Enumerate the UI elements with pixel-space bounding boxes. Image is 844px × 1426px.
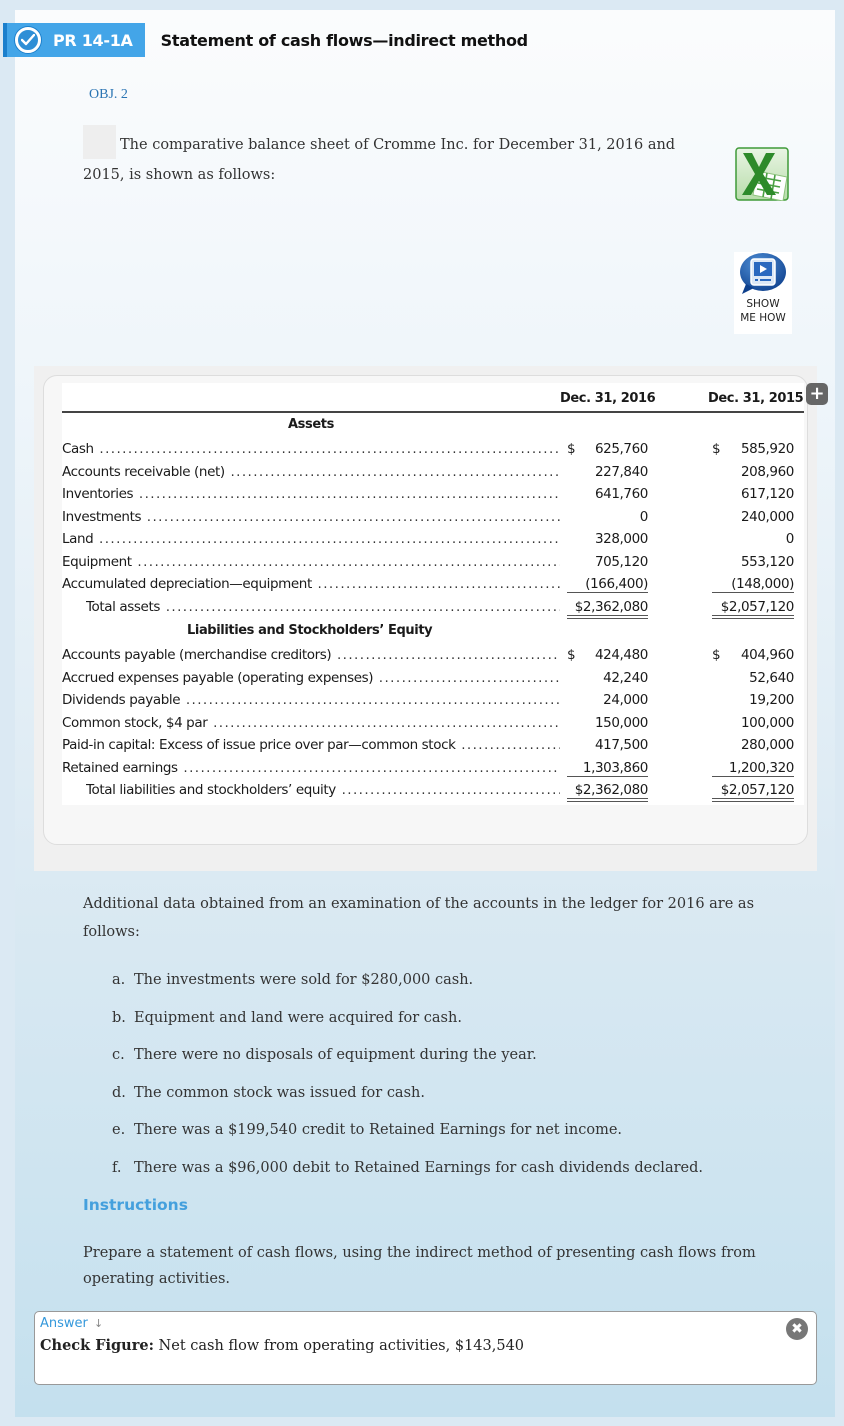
value-2016: $2,362,080 xyxy=(567,599,648,619)
check-figure xyxy=(40,1337,524,1354)
problem-title: Statement of cash flows—indirect method xyxy=(160,30,528,50)
check-figure-text: Net cash flow from operating activities, $143,540 xyxy=(153,1338,525,1354)
value-2016: $ 424,480 xyxy=(567,647,648,663)
arrow-down-icon: ↓ xyxy=(94,1317,104,1330)
row-label: Accounts receivable (net) ..... xyxy=(62,464,560,480)
check-circle-icon xyxy=(15,27,41,53)
table-row xyxy=(62,670,804,692)
header-rule xyxy=(62,411,804,413)
show-me-how-button[interactable] xyxy=(734,252,792,334)
table-row xyxy=(62,554,804,576)
row-label: Dividends payable ..... xyxy=(62,692,560,708)
value-2015: $2,057,120 xyxy=(712,599,794,619)
intro-text: The comparative balance sheet of Cromme Inc. for December 31, 2016 and 2015, is shown as follows: xyxy=(83,137,676,183)
list-item: d. The common stock was issued for cash. xyxy=(112,1084,425,1101)
value-2016: 1,303,860 xyxy=(567,760,648,777)
table-row xyxy=(62,486,804,508)
table-row xyxy=(62,692,804,714)
column-header-2016: Dec. 31, 2016 xyxy=(560,391,656,406)
value-2015: 52,640 xyxy=(749,669,794,686)
value-2016: 328,000 xyxy=(594,531,648,547)
row-label: Common stock, $4 par ..... xyxy=(62,715,560,731)
value-2015: 208,960 xyxy=(740,463,794,480)
table-row xyxy=(62,509,804,531)
list-item: e. There was a $199,540 credit to Retained Earnings for net income. xyxy=(112,1122,623,1139)
value-2016: 24,000 xyxy=(603,692,648,708)
total-liabilities-row xyxy=(62,782,804,804)
value-2015: $ 585,920 xyxy=(712,441,794,457)
value-2015: 617,120 xyxy=(740,486,794,502)
row-label: Retained earnings ..... xyxy=(62,760,560,776)
value-2016: $ 625,760 xyxy=(567,441,648,457)
row-label: Paid-in capital: Excess of issue price over par—common stock ..... xyxy=(62,737,560,753)
list-item: c. There were no disposals of equipment during the year. xyxy=(112,1047,537,1064)
table-row xyxy=(62,737,804,759)
list-item: b. Equipment and land were acquired for cash. xyxy=(112,1009,462,1026)
assets-heading: Assets xyxy=(288,417,334,432)
value-2016: 705,120 xyxy=(594,553,648,570)
list-item: a. The investments were sold for $280,000 cash. xyxy=(112,972,474,988)
placeholder-image xyxy=(83,125,116,159)
value-2015: 240,000 xyxy=(740,508,794,525)
value-2015: (148,000) xyxy=(712,576,794,593)
value-2015: 1,200,320 xyxy=(712,760,794,777)
column-header-2015: Dec. 31, 2015 xyxy=(708,391,804,406)
table-row xyxy=(62,715,804,737)
row-label: Accounts payable (merchandise creditors) ..... xyxy=(62,647,560,663)
total-assets-row xyxy=(62,599,804,621)
value-2015: 280,000 xyxy=(740,737,794,753)
answer-box xyxy=(34,1311,817,1385)
value-2016: $2,362,080 xyxy=(567,782,648,802)
table-row xyxy=(62,647,804,669)
value-2016: 150,000 xyxy=(594,714,648,731)
table-row xyxy=(62,576,804,598)
row-label: Total assets ..... xyxy=(86,599,560,615)
instructions-text: Prepare a statement of cash flows, using the indirect method of presenting cash flows from operating activities. xyxy=(83,1245,756,1287)
additional-data-intro: Additional data obtained from an examination of the accounts in the ledger for 2016 are as follows: xyxy=(83,896,755,940)
value-2016: 417,500 xyxy=(594,737,648,753)
table-row xyxy=(62,760,804,782)
balance-sheet-table xyxy=(62,383,804,805)
row-label: Inventories ..... xyxy=(62,486,560,502)
value-2015: $2,057,120 xyxy=(712,782,794,802)
value-2016: 227,840 xyxy=(594,463,648,480)
table-row xyxy=(62,531,804,553)
problem-id: PR 14-1A xyxy=(53,30,133,50)
answer-toggle[interactable] xyxy=(40,1316,103,1331)
liabilities-heading: Liabilities and Stockholders’ Equity xyxy=(187,623,433,638)
table-row xyxy=(62,464,804,486)
problem-header xyxy=(3,23,528,57)
excel-spreadsheet-icon[interactable] xyxy=(735,147,789,201)
value-2016: 42,240 xyxy=(603,669,648,686)
row-label: Investments ..... xyxy=(62,509,560,525)
row-label: Total liabilities and stockholders’ equity ..... xyxy=(86,782,560,798)
value-2016: (166,400) xyxy=(567,576,648,593)
value-2015: $ 404,960 xyxy=(712,647,794,663)
row-label: Land ..... xyxy=(62,531,560,547)
row-label: Equipment ..... xyxy=(62,554,560,570)
intro-paragraph xyxy=(83,130,693,190)
instructions-heading: Instructions xyxy=(83,1196,188,1214)
list-item: f. There was a $96,000 debit to Retained Earnings for cash dividends declared. xyxy=(112,1159,703,1176)
value-2015: 100,000 xyxy=(740,714,794,731)
value-2015: 19,200 xyxy=(749,692,794,708)
expand-plus-icon[interactable]: + xyxy=(806,383,828,405)
row-label: Accumulated depreciation—equipment ..... xyxy=(62,576,560,592)
value-2015: 0 xyxy=(785,531,794,547)
check-figure-label: Check Figure: xyxy=(40,1337,154,1354)
close-icon[interactable]: ✖ xyxy=(786,1318,808,1340)
show-me-how-label: SHOW ME HOW xyxy=(740,298,786,324)
row-label: Cash ..... xyxy=(62,441,560,457)
problem-badge xyxy=(3,23,145,57)
value-2015: 553,120 xyxy=(740,553,794,570)
show-me-how-video-icon xyxy=(738,252,788,296)
value-2016: 0 xyxy=(639,508,648,525)
answer-toggle-label: Answer xyxy=(40,1316,88,1331)
row-label: Accrued expenses payable (operating expenses) ..... xyxy=(62,670,560,686)
objective-label: OBJ. 2 xyxy=(89,87,128,102)
value-2016: 641,760 xyxy=(594,486,648,502)
table-row xyxy=(62,441,804,463)
additional-data-list xyxy=(112,966,703,1192)
